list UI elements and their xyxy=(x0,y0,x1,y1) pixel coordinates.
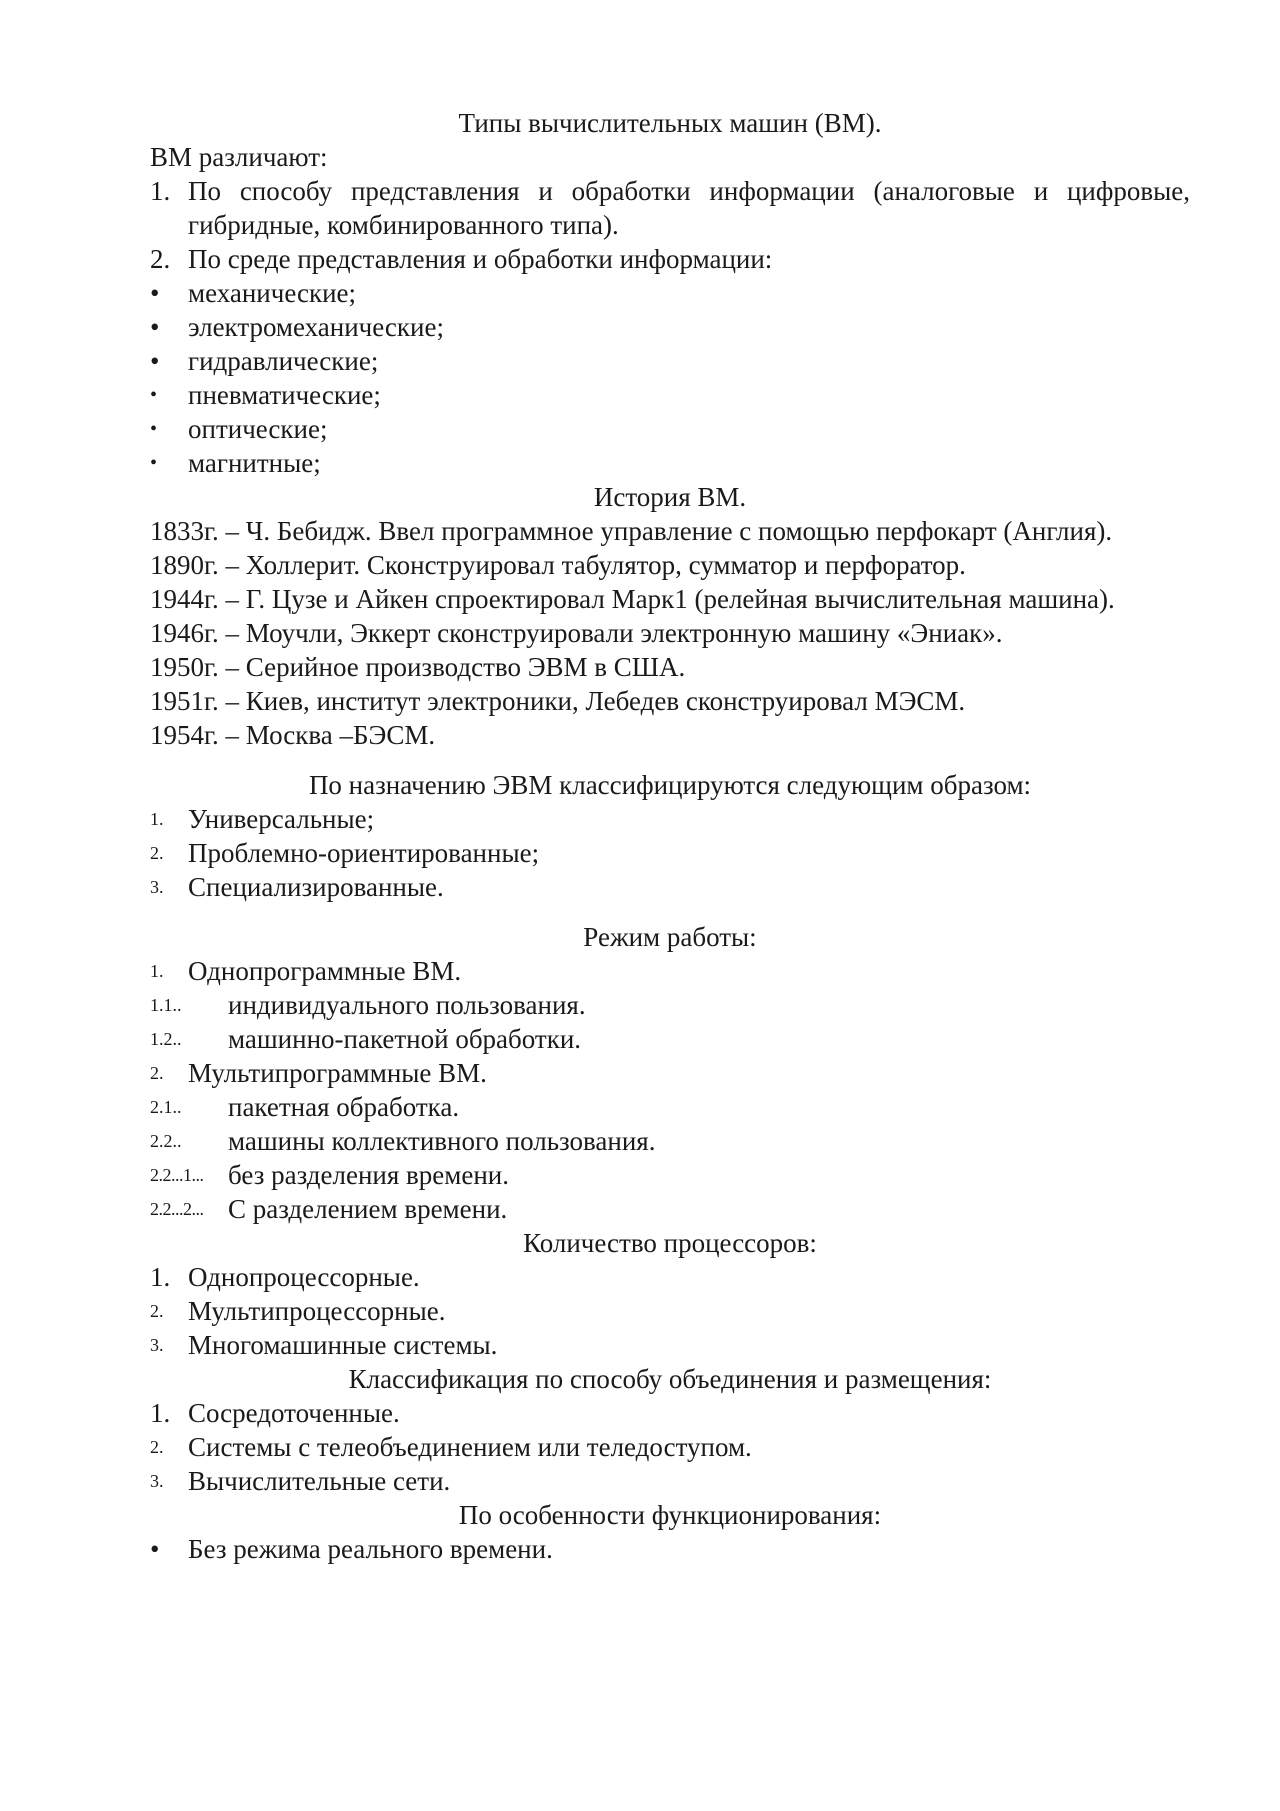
document-title: Типы вычислительных машин (ВМ). xyxy=(458,108,882,138)
mode-item-2 xyxy=(150,1056,1190,1090)
history-entry: 1950г. – Серийное производство ЭВМ в США. xyxy=(150,652,686,682)
purpose-item xyxy=(150,870,1190,904)
list-item-text: машинно-пакетной обработки. xyxy=(228,1024,582,1054)
mode-subitem-2-2 xyxy=(150,1124,1190,1158)
list-marker: 2. xyxy=(150,1063,164,1083)
processors-item xyxy=(150,1328,1190,1362)
criteria-item-2 xyxy=(150,242,1190,276)
list-item-text: Однопроцессорные. xyxy=(188,1262,420,1292)
bullet-marker: • xyxy=(150,312,160,342)
list-marker: 2.2...1... xyxy=(150,1165,204,1185)
list-marker: 2.2...2... xyxy=(150,1199,204,1219)
list-item-text: С разделением времени. xyxy=(228,1194,508,1224)
history-entry: 1946г. – Моучли, Эккерт сконструировали электронную машину «Эниак». xyxy=(150,618,1003,648)
list-item-text: Мультипроцессорные. xyxy=(188,1296,446,1326)
list-marker: 1. xyxy=(150,809,164,829)
placement-item xyxy=(150,1430,1190,1464)
list-item-text: Однопрограммные ВМ. xyxy=(188,956,462,986)
history-heading: История ВМ. xyxy=(593,482,747,512)
list-marker: 2.2.. xyxy=(150,1131,182,1151)
functioning-item xyxy=(150,1532,1190,1566)
spacer xyxy=(150,904,1190,920)
list-item-text: Вычислительные сети. xyxy=(188,1466,451,1496)
list-marker: 2. xyxy=(150,244,171,274)
list-marker: 1.2.. xyxy=(150,1029,182,1049)
media-item xyxy=(150,378,1190,412)
list-marker: 1.1.. xyxy=(150,995,182,1015)
list-marker: 3. xyxy=(150,877,164,897)
bullet-marker: • xyxy=(150,452,158,474)
functioning-heading: По особенности функционирования: xyxy=(458,1500,882,1530)
mode-subitem-2-2-1 xyxy=(150,1158,1190,1192)
media-item xyxy=(150,446,1190,480)
document-body xyxy=(150,106,1190,1566)
bullet-marker: • xyxy=(150,1534,160,1564)
mode-item-1 xyxy=(150,954,1190,988)
intro-text: ВМ различают: xyxy=(150,142,328,172)
list-item-text: По среде представления и обработки информации: xyxy=(188,244,773,274)
processors-item xyxy=(150,1294,1190,1328)
list-item-text: Без режима реального времени. xyxy=(188,1534,553,1564)
list-item-text: Системы с телеобъединением или теледоступом. xyxy=(188,1432,752,1462)
placement-item xyxy=(150,1396,1190,1430)
list-item-text: индивидуального пользования. xyxy=(228,990,586,1020)
mode-subitem-1-2 xyxy=(150,1022,1190,1056)
list-marker: 1. xyxy=(150,1398,171,1428)
list-marker: 2. xyxy=(150,1301,164,1321)
list-marker: 1. xyxy=(150,961,164,981)
list-item-text: Сосредоточенные. xyxy=(188,1398,400,1428)
media-item xyxy=(150,344,1190,378)
list-item-text: оптические; xyxy=(188,414,328,444)
list-marker: 3. xyxy=(150,1471,164,1491)
list-item-text: пакетная обработка. xyxy=(228,1092,460,1122)
list-item-text: пневматические; xyxy=(188,380,381,410)
bullet-marker: • xyxy=(150,418,158,440)
criteria-item-1 xyxy=(150,174,1190,242)
list-item-text: электромеханические; xyxy=(188,312,444,342)
list-item-text: Мультипрограммные ВМ. xyxy=(188,1058,487,1088)
media-item xyxy=(150,310,1190,344)
list-marker: 2. xyxy=(150,1437,164,1457)
purpose-item xyxy=(150,802,1190,836)
list-item-text: гидравлические; xyxy=(188,346,379,376)
list-marker: 3. xyxy=(150,1335,164,1355)
history-entry: 1951г. – Киев, институт электроники, Лебедев сконструировал МЭСМ. xyxy=(150,686,966,716)
processors-item xyxy=(150,1260,1190,1294)
purpose-item xyxy=(150,836,1190,870)
list-marker: 1. xyxy=(150,1262,171,1292)
bullet-marker: • xyxy=(150,384,158,406)
media-item xyxy=(150,276,1190,310)
list-item-text: машины коллективного пользования. xyxy=(228,1126,656,1156)
history-entry: 1944г. – Г. Цузе и Айкен спроектировал Марк1 (релейная вычислительная машина). xyxy=(150,584,1115,614)
placement-item xyxy=(150,1464,1190,1498)
list-item-text: механические; xyxy=(188,278,357,308)
mode-subitem-1-1 xyxy=(150,988,1190,1022)
list-item-text: Многомашинные системы. xyxy=(188,1330,498,1360)
list-item-text: Специализированные. xyxy=(188,872,444,902)
history-entry: 1890г. – Холлерит. Сконструировал табулятор, сумматор и перфоратор. xyxy=(150,550,966,580)
list-item-text: Проблемно-ориентированные; xyxy=(188,838,540,868)
purpose-heading: По назначению ЭВМ классифицируются следующим образом: xyxy=(308,770,1032,800)
mode-subitem-2-2-2 xyxy=(150,1192,1190,1226)
mode-heading: Режим работы: xyxy=(583,922,757,952)
placement-heading: Классификация по способу объединения и размещения: xyxy=(348,1364,992,1394)
bullet-marker: • xyxy=(150,346,160,376)
media-item xyxy=(150,412,1190,446)
processors-heading: Количество процессоров: xyxy=(523,1228,817,1258)
list-item-text: Универсальные; xyxy=(188,804,375,834)
history-entry: 1954г. – Москва –БЭСМ. xyxy=(150,720,436,750)
list-marker: 1. xyxy=(150,176,171,206)
list-item-text: магнитные; xyxy=(188,448,321,478)
mode-subitem-2-1 xyxy=(150,1090,1190,1124)
spacer xyxy=(150,752,1190,768)
list-item-text: без разделения времени. xyxy=(228,1160,509,1190)
bullet-marker: • xyxy=(150,278,160,308)
history-entry: 1833г. – Ч. Бебидж. Ввел программное управление с помощью перфокарт (Англия). xyxy=(150,516,1113,546)
list-marker: 2.1.. xyxy=(150,1097,182,1117)
list-item-text: По способу представления и обработки информации (аналоговые и цифровые, гибридные, комбинированного типа). xyxy=(188,176,1190,240)
list-marker: 2. xyxy=(150,843,164,863)
